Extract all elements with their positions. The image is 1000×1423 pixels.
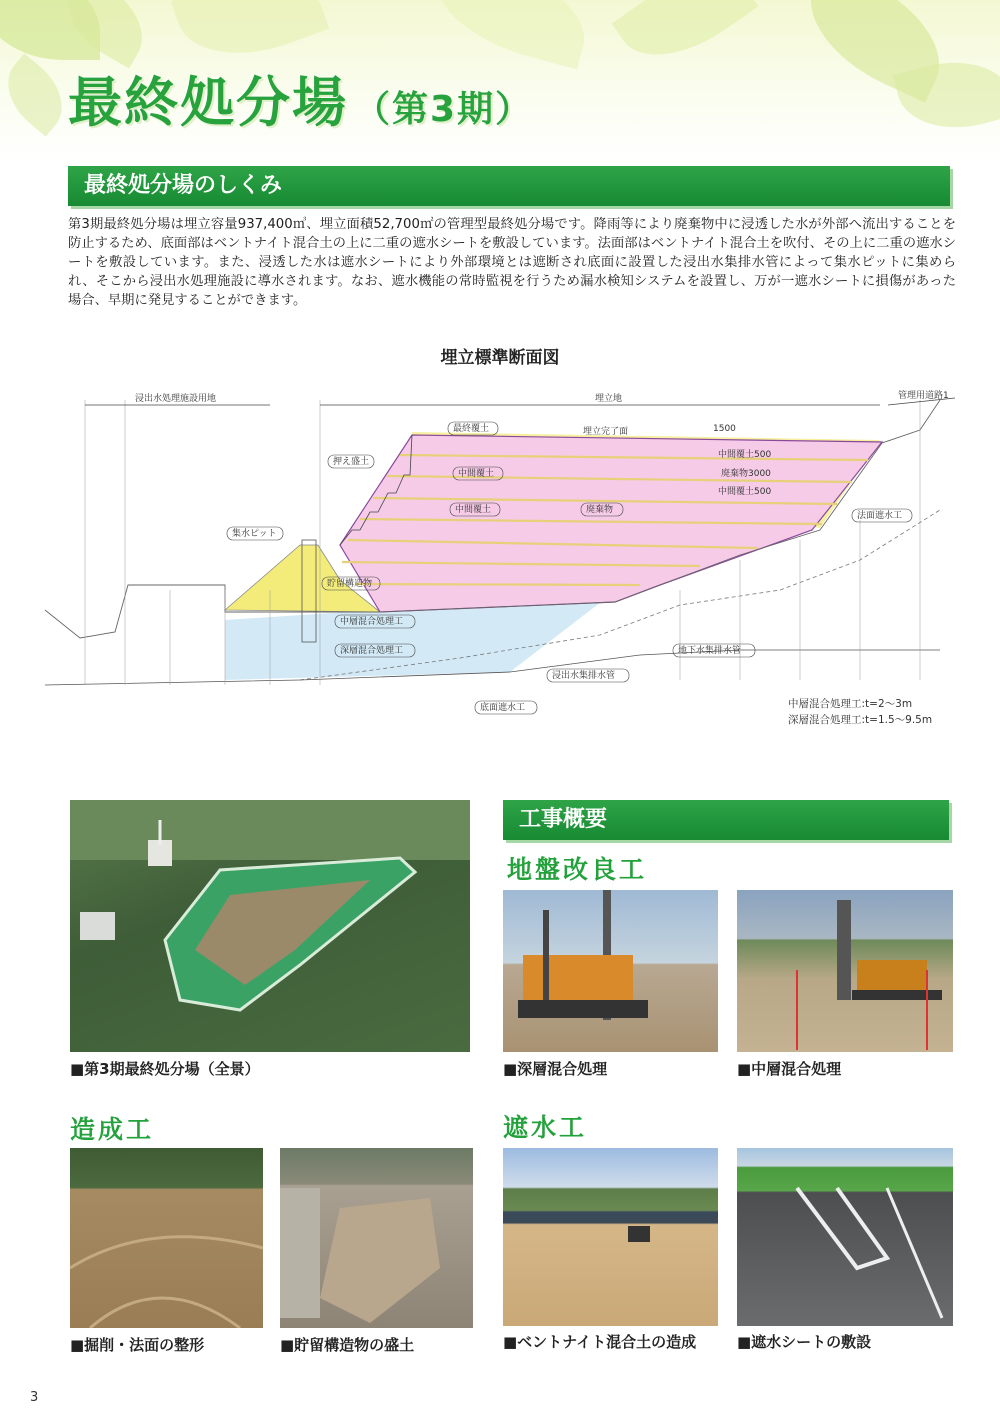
page-title <box>68 60 533 137</box>
caption-bentonite: ■ベントナイト混合土の造成 <box>503 1333 697 1351</box>
heading-ground-improvement: 地盤改良工 <box>507 855 648 884</box>
label-mid-cover-1: 中間覆土 <box>458 469 495 479</box>
retaining-fill-graphic <box>280 1148 473 1328</box>
aerial-landfill-graphic <box>70 800 470 1052</box>
caption-deep-mix: ■深層混合処理 <box>503 1060 608 1078</box>
label-mid-cover-500-b: 中間覆土500 <box>718 487 772 497</box>
label-leachate-pipe: 浸出水集排水管 <box>552 671 616 681</box>
label-retaining-structure: 貯留構造物 <box>327 579 373 589</box>
label-groundwater-pipe: 地下水集排水管 <box>678 646 742 656</box>
intro-paragraph: 第3期最終処分場は埋立容量937,400㎥、埋立面積52,700㎡の管理型最終処分場です。降雨等により廃棄物中に浸透した水が外部へ流出することを防止するため、底面部はベントナイト混合土の上に二重の遮水シートを敷設しています。法面部はベントナイト混合土を吹付、その上に二重の遮水シートを敷設しています。また、浸透した水は遮水シートにより外部環境とは遮断され底面に設置した浸出水集排水管によって集水ピットに集められ、そこから浸出水処理施設に導水されます。なお、遮水機能の常時監視を行うため漏水検知システムを設置し、万が一遮水シートに損傷があった場合、早期に発見することができます。 <box>68 217 957 308</box>
caption-excavation: ■掘削・法面の整形 <box>70 1336 205 1354</box>
liner-sheet-graphic <box>737 1148 953 1326</box>
photo-liner-sheet <box>737 1148 953 1326</box>
section-heading-text: 最終処分場のしくみ <box>84 173 283 198</box>
page-number: 3 <box>30 1390 39 1405</box>
heading-earthwork: 造成工 <box>70 1115 155 1144</box>
label-collection-pit: 集水ピット <box>232 529 277 539</box>
label-slope-liner: 法面遮水工 <box>857 511 903 521</box>
photo-aerial-overview <box>70 800 470 1052</box>
leaf-decoration <box>612 0 759 81</box>
label-width-1500: 1500 <box>713 424 736 434</box>
label-retaining-fill: 押え盛土 <box>333 457 370 467</box>
label-bottom-liner: 底面遮水工 <box>480 703 526 713</box>
note-deep-layer: 深層混合処理工:t=1.5～9.5m <box>788 714 933 726</box>
page-title-main: 最終処分場 <box>68 71 348 134</box>
photo-bentonite <box>503 1148 718 1326</box>
caption-overview: ■第3期最終処分場（全景） <box>70 1060 260 1078</box>
label-access-road: 管理用道路1 <box>898 391 949 401</box>
photo-mid-mix <box>737 890 953 1052</box>
label-final-cover: 最終覆土 <box>453 424 490 434</box>
bentonite-graphic <box>503 1148 718 1326</box>
label-landfill-area: 埋立地 <box>595 394 623 404</box>
label-mid-cover-2: 中間覆土 <box>455 505 492 515</box>
label-waste-3000: 廃棄物3000 <box>721 469 771 479</box>
caption-mid-mix: ■中層混合処理 <box>737 1060 842 1078</box>
section-heading-construction <box>503 800 949 840</box>
diagram-title: 埋立標準断面図 <box>440 348 560 368</box>
photo-retaining-fill <box>280 1148 473 1328</box>
page-title-phase: （第3期） <box>354 89 534 130</box>
note-mid-layer: 中層混合処理工:t=2～3m <box>788 698 913 710</box>
label-mid-layer-mix: 中層混合処理工 <box>340 617 404 627</box>
heading-liner-work: 遮水工 <box>503 1113 588 1142</box>
label-waste: 廃棄物 <box>586 505 614 515</box>
leaf-decoration <box>0 53 78 136</box>
label-leachate-facility-land: 浸出水処理施設用地 <box>135 394 217 404</box>
caption-liner-sheet: ■遮水シートの敷設 <box>737 1333 872 1351</box>
excavation-graphic <box>70 1148 263 1328</box>
label-fill-complete: 埋立完了面 <box>583 427 629 437</box>
caption-retaining-fill: ■貯留構造物の盛土 <box>280 1336 415 1354</box>
deep-mix-rig-graphic <box>503 890 718 1052</box>
leaf-decoration <box>422 0 597 69</box>
mid-mix-rig-graphic <box>737 890 953 1052</box>
photo-deep-mix <box>503 890 718 1052</box>
section-heading-text: 工事概要 <box>519 807 608 832</box>
label-deep-layer-mix: 深層混合処理工 <box>340 646 404 656</box>
cross-section-diagram <box>40 380 960 730</box>
photo-excavation <box>70 1148 263 1328</box>
label-mid-cover-500-a: 中間覆土500 <box>718 450 772 460</box>
section-heading-mechanism <box>68 166 950 206</box>
